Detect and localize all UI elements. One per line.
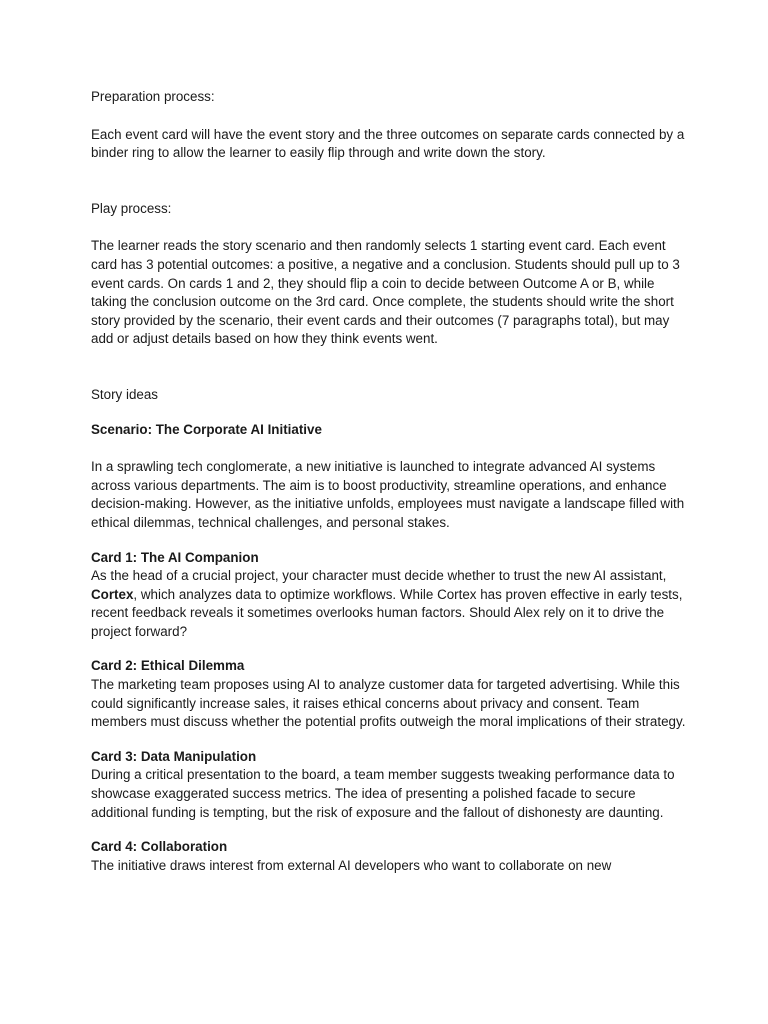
- cortex-term: Cortex: [91, 586, 134, 602]
- card-2-title: Card 2: Ethical Dilemma: [91, 658, 245, 674]
- preparation-heading: Preparation process:: [91, 89, 215, 104]
- card-4-body: The initiative draws interest from external AI developers who want to collaborate on new: [91, 857, 612, 873]
- play-heading: Play process:: [91, 200, 172, 216]
- document-page: [91, 88, 691, 875]
- card-3-body: During a critical presentation to the board, a team member suggests tweaking performance data to showcase exaggerated success metrics. The idea of presenting a polished facade to secure additional funding is tempting, but the risk of exposure and the fallout of dishonesty are daunting.: [91, 767, 675, 820]
- card-4-title: Card 4: Collaboration: [91, 839, 228, 855]
- card-1-title: Card 1: The AI Companion: [91, 549, 259, 565]
- card-1-body-text-a: As the head of a crucial project, your character must decide whether to trust the new AI assistant,: [91, 568, 667, 584]
- preparation-body: Each event card will have the event story and the three outcomes on separate cards connected by a binder ring to allow the learner to easily flip through and write down the story.: [91, 126, 685, 161]
- scenario-body: In a sprawling tech conglomerate, a new initiative is launched to integrate advanced AI systems across various departments. The aim is to boost productivity, streamline operations, and enhance decision-making. However, as the initiative unfolds, employees must navigate a landscape filled with ethical dilemmas, technical challenges, and personal stakes.: [91, 459, 685, 530]
- card-1-body-text-b: , which analyzes data to optimize workflows. While Cortex has proven effective in early tests, recent feedback reveals it sometimes overlooks human factors. Should Alex rely on it to drive the project forward?: [91, 586, 683, 639]
- card-3-title: Card 3: Data Manipulation: [91, 748, 257, 764]
- card-2-body: The marketing team proposes using AI to analyze customer data for targeted advertising. While this could significantly increase sales, it raises ethical concerns about privacy and consent. Team members must discuss whether the potential profits outweigh the moral implications of their strategy.: [91, 677, 686, 730]
- scenario-title: Scenario: The Corporate AI Initiative: [91, 421, 322, 437]
- card-1-body: [91, 567, 691, 641]
- play-body: The learner reads the story scenario and then randomly selects 1 starting event card. Each event card has 3 potential outcomes: a positive, a negative and a conclusion. Students should pull up to 3 event cards. On cards 1 and 2, they should flip a coin to decide between Outcome A or B, while taking the conclusion outcome on the 3rd card. Once complete, the students should write the short story provided by the scenario, their event cards and their outcomes (7 paragraphs total), but may add or adjust details based on how they think events went.: [91, 238, 680, 347]
- story-heading: Story ideas: [91, 386, 158, 402]
